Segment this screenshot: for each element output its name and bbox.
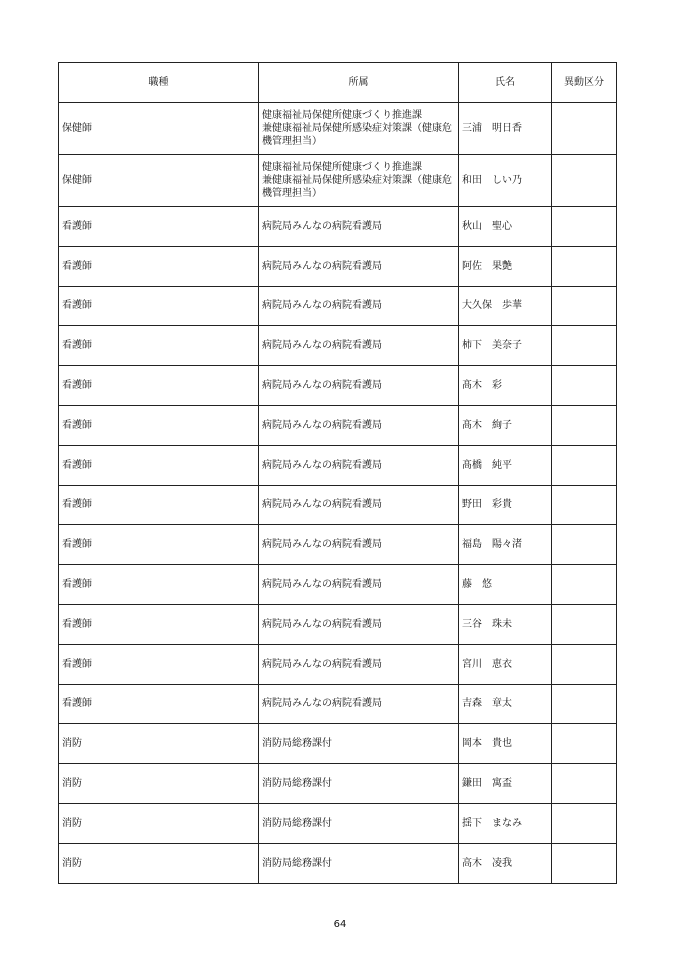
cell-kind <box>552 155 617 207</box>
table-row <box>59 103 617 155</box>
cell-dept: 病院局みんなの病院看護局 <box>259 246 459 286</box>
cell-name: 吉森 章太 <box>459 684 552 724</box>
table-row <box>59 565 617 605</box>
cell-kind <box>552 207 617 247</box>
header-dept: 所属 <box>259 63 459 103</box>
table-row <box>59 843 617 883</box>
table-row <box>59 803 617 843</box>
cell-kind <box>552 525 617 565</box>
cell-name: 鎌田 寓盃 <box>459 764 552 804</box>
cell-dept: 健康福祉局保健所健康づくり推進課 兼健康福祉局保健所感染症対策課（健康危機管理担当） <box>259 103 459 155</box>
cell-kind <box>552 286 617 326</box>
cell-job: 看護師 <box>59 207 259 247</box>
table-row <box>59 326 617 366</box>
cell-name: 柿下 美奈子 <box>459 326 552 366</box>
header-row <box>59 63 617 103</box>
table-row <box>59 525 617 565</box>
cell-job: 看護師 <box>59 565 259 605</box>
cell-dept: 病院局みんなの病院看護局 <box>259 445 459 485</box>
table-row <box>59 604 617 644</box>
cell-job: 消防 <box>59 843 259 883</box>
cell-kind <box>552 405 617 445</box>
cell-job: 消防 <box>59 803 259 843</box>
cell-dept: 消防局総務課付 <box>259 724 459 764</box>
cell-dept: 病院局みんなの病院看護局 <box>259 604 459 644</box>
cell-kind <box>552 445 617 485</box>
cell-dept: 健康福祉局保健所健康づくり推進課 兼健康福祉局保健所感染症対策課（健康危機管理担当） <box>259 155 459 207</box>
cell-kind <box>552 724 617 764</box>
cell-kind <box>552 684 617 724</box>
cell-kind <box>552 565 617 605</box>
cell-dept: 病院局みんなの病院看護局 <box>259 684 459 724</box>
cell-dept: 消防局総務課付 <box>259 803 459 843</box>
cell-dept: 病院局みんなの病院看護局 <box>259 207 459 247</box>
table-row <box>59 684 617 724</box>
cell-dept: 病院局みんなの病院看護局 <box>259 644 459 684</box>
cell-name: 高木 凌我 <box>459 843 552 883</box>
table-row <box>59 155 617 207</box>
header-job: 職種 <box>59 63 259 103</box>
cell-kind <box>552 326 617 366</box>
cell-name: 髙木 彩 <box>459 366 552 406</box>
cell-job: 保健師 <box>59 155 259 207</box>
cell-dept: 病院局みんなの病院看護局 <box>259 405 459 445</box>
table-row <box>59 644 617 684</box>
table-row <box>59 366 617 406</box>
table-row <box>59 485 617 525</box>
cell-job: 看護師 <box>59 286 259 326</box>
cell-job: 看護師 <box>59 405 259 445</box>
cell-job: 看護師 <box>59 684 259 724</box>
cell-dept: 病院局みんなの病院看護局 <box>259 326 459 366</box>
cell-kind <box>552 366 617 406</box>
cell-kind <box>552 843 617 883</box>
cell-dept: 消防局総務課付 <box>259 764 459 804</box>
cell-kind <box>552 246 617 286</box>
cell-name: 大久保 歩華 <box>459 286 552 326</box>
table-row <box>59 445 617 485</box>
cell-job: 看護師 <box>59 644 259 684</box>
cell-name: 野田 彩貴 <box>459 485 552 525</box>
table-row <box>59 246 617 286</box>
cell-name: 宮川 恵衣 <box>459 644 552 684</box>
cell-kind <box>552 485 617 525</box>
cell-name: 三谷 珠未 <box>459 604 552 644</box>
cell-job: 看護師 <box>59 525 259 565</box>
cell-job: 看護師 <box>59 604 259 644</box>
cell-name: 髙木 絢子 <box>459 405 552 445</box>
cell-job: 消防 <box>59 724 259 764</box>
cell-job: 消防 <box>59 764 259 804</box>
cell-job: 看護師 <box>59 485 259 525</box>
cell-job: 看護師 <box>59 246 259 286</box>
cell-kind <box>552 604 617 644</box>
cell-dept: 消防局総務課付 <box>259 843 459 883</box>
cell-job: 看護師 <box>59 366 259 406</box>
cell-kind <box>552 803 617 843</box>
cell-name: 阿佐 果艶 <box>459 246 552 286</box>
header-name: 氏名 <box>459 63 552 103</box>
cell-kind <box>552 103 617 155</box>
cell-name: 和田 しい乃 <box>459 155 552 207</box>
page-number: 64 <box>333 919 347 930</box>
cell-dept: 病院局みんなの病院看護局 <box>259 565 459 605</box>
cell-dept: 病院局みんなの病院看護局 <box>259 525 459 565</box>
cell-job: 保健師 <box>59 103 259 155</box>
cell-kind <box>552 764 617 804</box>
cell-name: 三浦 明日香 <box>459 103 552 155</box>
personnel-table <box>58 62 617 884</box>
table-row <box>59 764 617 804</box>
cell-name: 藤 悠 <box>459 565 552 605</box>
header-kind: 異動区分 <box>552 63 617 103</box>
table-row <box>59 724 617 764</box>
cell-kind <box>552 644 617 684</box>
cell-name: 髙橋 純平 <box>459 445 552 485</box>
cell-dept: 病院局みんなの病院看護局 <box>259 286 459 326</box>
table-row <box>59 405 617 445</box>
table-row <box>59 286 617 326</box>
table-row <box>59 207 617 247</box>
cell-dept: 病院局みんなの病院看護局 <box>259 485 459 525</box>
cell-name: 福島 陽々渚 <box>459 525 552 565</box>
cell-job: 看護師 <box>59 326 259 366</box>
cell-job: 看護師 <box>59 445 259 485</box>
cell-name: 揺下 まなみ <box>459 803 552 843</box>
cell-name: 秋山 聖心 <box>459 207 552 247</box>
cell-dept: 病院局みんなの病院看護局 <box>259 366 459 406</box>
cell-name: 岡本 貴也 <box>459 724 552 764</box>
